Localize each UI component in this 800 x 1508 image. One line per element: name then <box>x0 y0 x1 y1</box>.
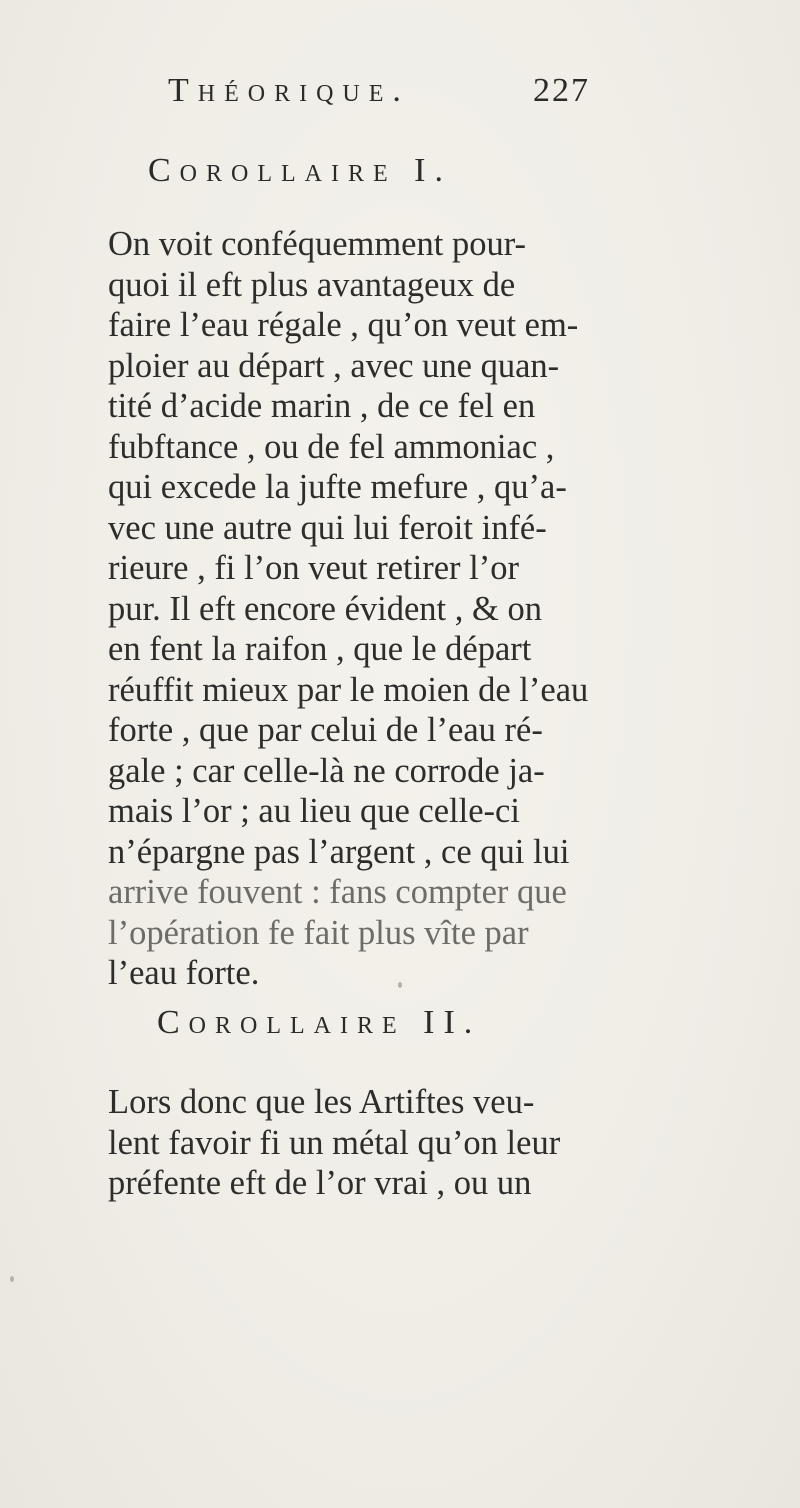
text-line: rieure , fi l’on veut retirer l’or <box>108 549 519 587</box>
corollary-1-paragraph <box>108 224 628 994</box>
text-line: forte , que par celui de l’eau ré- <box>108 711 543 749</box>
text-line: n’épargne pas l’argent , ce qui lui <box>108 832 570 871</box>
text-line: fubftance , ou de fel ammoniac , <box>108 427 555 466</box>
text-line: tité d’acide marin , de ce fel en <box>108 387 536 425</box>
paper-speck <box>10 1276 14 1282</box>
corollary-2-heading: Corollaire II. <box>157 1004 482 1041</box>
text-line: réuffit mieux par le moien de l’eau <box>108 670 589 709</box>
text-line: qui excede la jufte mefure , qu’a- <box>108 468 567 506</box>
corollary-2-paragraph <box>108 1082 628 1204</box>
text-line: ploier au départ , avec une quan- <box>108 346 560 385</box>
text-line: l’opération fe fait plus vîte par <box>108 913 529 952</box>
text-line: vec une autre qui lui feroit infé- <box>108 508 547 547</box>
text-line: gale ; car celle-là ne corrode ja- <box>108 751 545 790</box>
text-line: quoi il eft plus avantageux de <box>108 265 516 304</box>
paper-speck <box>398 982 402 988</box>
text-line: préfente eft de l’or vrai , ou un <box>108 1164 532 1202</box>
text-line: en fent la raifon , que le départ <box>108 630 532 668</box>
text-line: l’eau forte. <box>108 954 260 992</box>
text-line: arrive fouvent : fans compter que <box>108 873 567 911</box>
page-number: 227 <box>533 72 590 109</box>
text-line: pur. Il eft encore évident , & on <box>108 589 542 628</box>
text-line: faire l’eau régale , qu’on veut em- <box>108 306 579 344</box>
running-title: Théorique. <box>168 72 410 109</box>
corollary-1-heading: Corollaire I. <box>148 152 452 189</box>
running-head <box>168 72 728 112</box>
text-line: mais l’or ; au lieu que celle-ci <box>108 792 520 830</box>
text-line: Lors donc que les Artiftes veu- <box>108 1083 535 1121</box>
text-line: On voit conféquemment pour- <box>108 225 526 263</box>
text-line: lent favoir fi un métal qu’on leur <box>108 1123 561 1162</box>
